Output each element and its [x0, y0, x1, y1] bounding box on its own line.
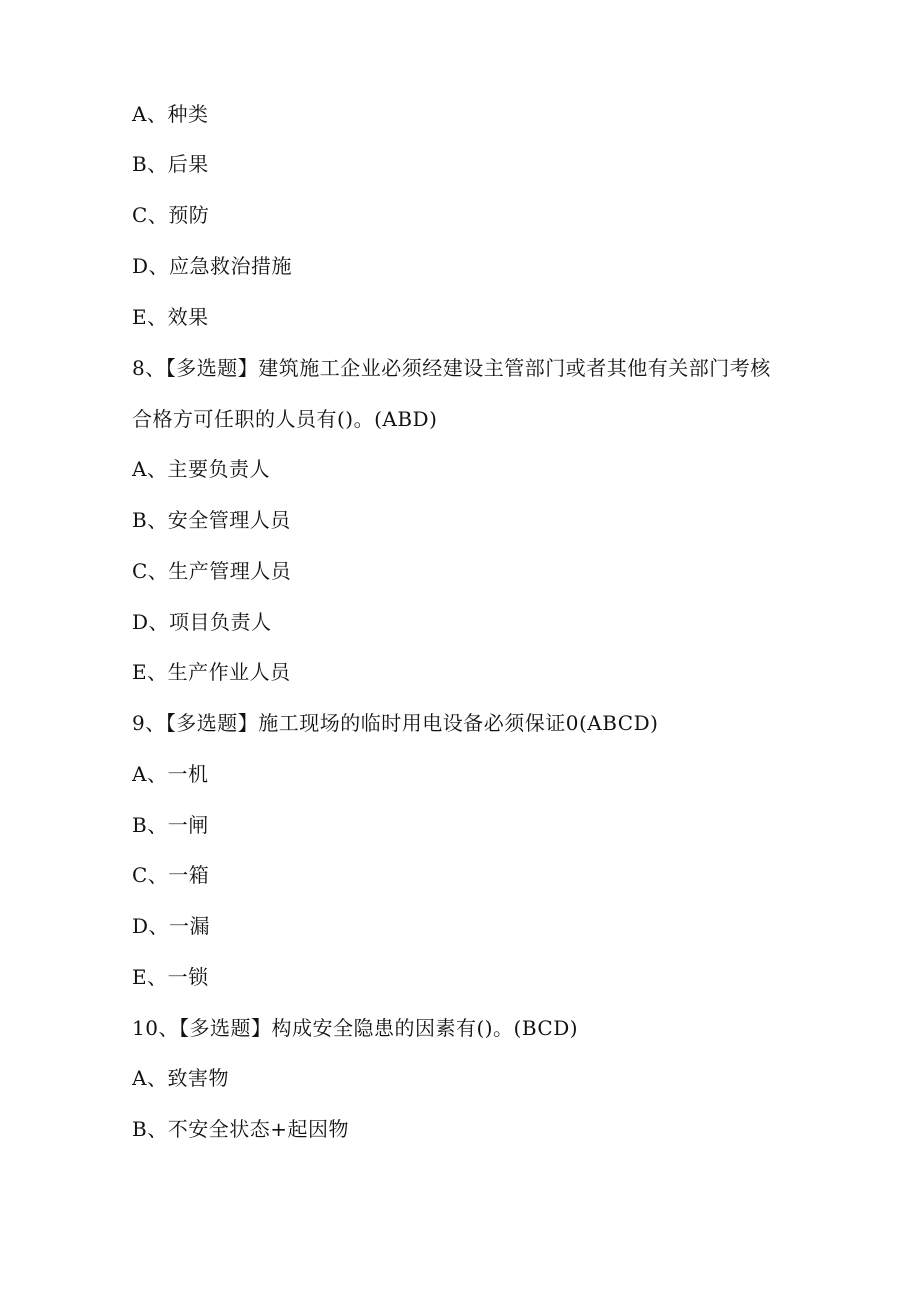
q8-option-e: E、生产作业人员	[132, 660, 291, 684]
q8-stem-line1: 8、【多选题】建筑施工企业必须经建设主管部门或者其他有关部门考核	[132, 356, 771, 380]
q9-option-c: C、一箱	[132, 863, 210, 887]
q9-option-d: D、一漏	[132, 914, 211, 938]
q7-option-d: D、应急救治措施	[132, 254, 293, 278]
q7-option-a: A、种类	[132, 102, 209, 126]
q10-option-b: B、不安全状态+起因物	[132, 1117, 349, 1141]
q8-option-b: B、安全管理人员	[132, 508, 291, 532]
q9-option-e: E、一锁	[132, 965, 209, 989]
q7-option-e: E、效果	[132, 305, 209, 329]
q9-option-a: A、一机	[132, 762, 209, 786]
q7-option-c: C、预防	[132, 203, 210, 227]
q7-option-b: B、后果	[132, 152, 209, 176]
q10-stem: 10、【多选题】构成安全隐患的因素有()。(BCD)	[132, 1016, 579, 1040]
q9-option-b: B、一闸	[132, 813, 209, 837]
q9-stem: 9、【多选题】施工现场的临时用电设备必须保证0(ABCD)	[132, 711, 659, 735]
q8-option-d: D、项目负责人	[132, 610, 272, 634]
q8-stem-line2: 合格方可任职的人员有()。(ABD)	[132, 407, 438, 431]
q10-option-a: A、致害物	[132, 1066, 229, 1090]
q8-option-a: A、主要负责人	[132, 457, 270, 481]
q8-option-c: C、生产管理人员	[132, 559, 292, 583]
